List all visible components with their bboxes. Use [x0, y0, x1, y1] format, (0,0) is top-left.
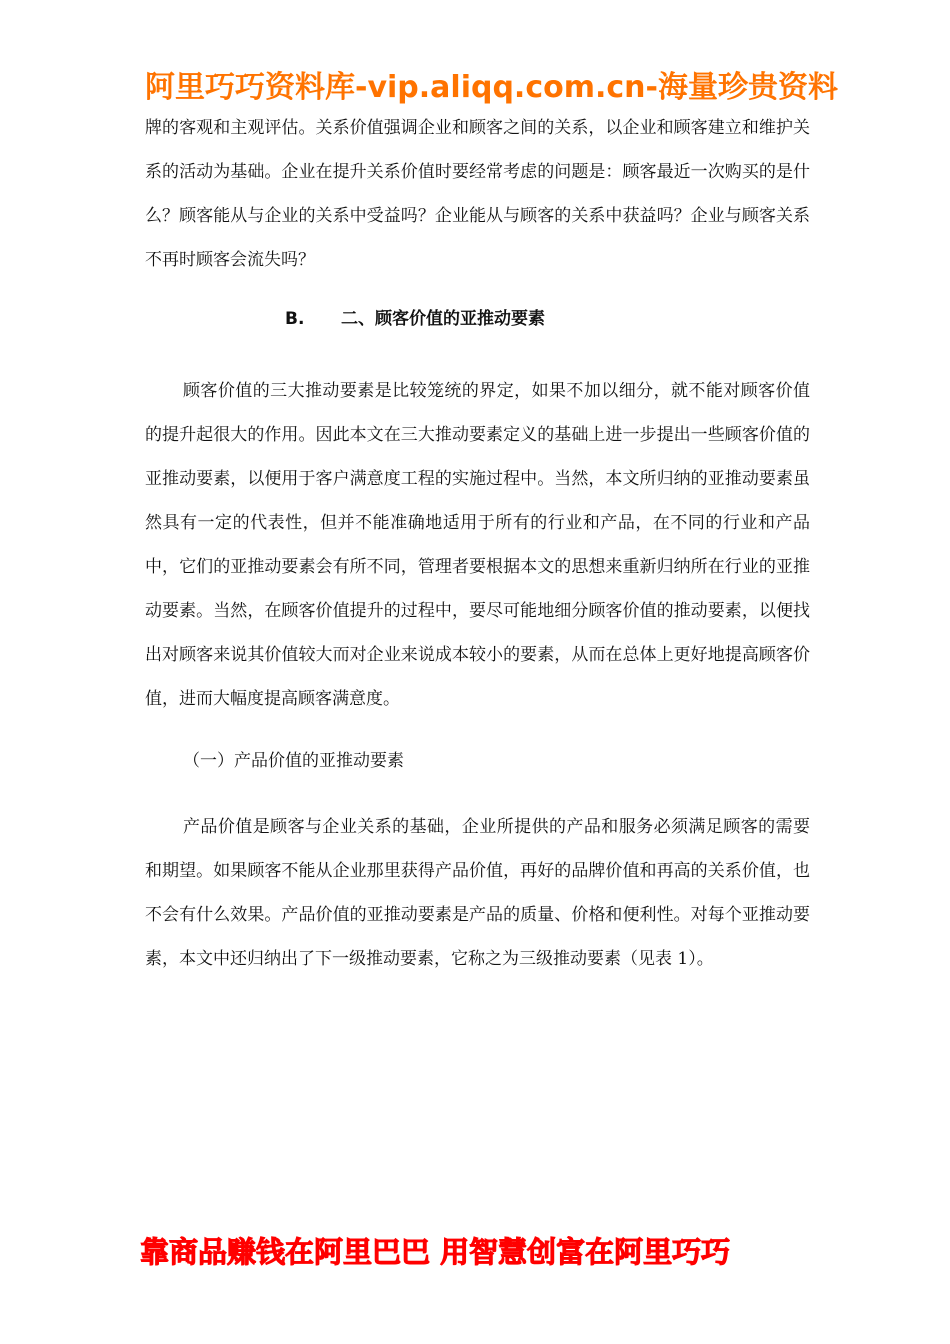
footer-banner: 靠商品赚钱在阿里巴巴 用智慧创富在阿里巧巧 — [140, 1235, 731, 1269]
header-banner: 阿里巧巧资料库-vip.aliqq.com.cn-海量珍贵资料 — [145, 70, 838, 105]
section-heading — [145, 297, 810, 341]
paragraph-intro: 顾客价值的三大推动要素是比较笼统的界定，如果不加以细分，就不能对顾客价值的提升起很大的作用。因此本文在三大推动要素定义的基础上进一步提出一些顾客价值的亚推动要素，以便用于客户满意度工程的实施过程中。当然，本文所归纳的亚推动要素虽然具有一定的代表性，但并不能准确地适用于所有的行业和产品，在不同的行业和产品中，它们的亚推动要素会有所不同，管理者要根据本文的思想来重新归纳所在行业的亚推动要素。当然，在顾客价值提升的过程中，要尽可能地细分顾客价值的推动要素，以便找出对顾客来说其价值较大而对企业来说成本较小的要素，从而在总体上更好地提高顾客价值，进而大幅度提高顾客满意度。 — [145, 381, 810, 709]
document-body — [145, 106, 810, 981]
section-marker: B. — [285, 309, 305, 329]
paragraph-continued: 牌的客观和主观评估。关系价值强调企业和顾客之间的关系，以企业和顾客建立和维护关系的活动为基础。企业在提升关系价值时要经常考虑的问题是：顾客最近一次购买的是什么？顾客能从与企业的关系中受益吗？企业能从与顾客的关系中获益吗？企业与顾客关系不再时顾客会流失吗？ — [145, 118, 810, 270]
paragraph-product-value: 产品价值是顾客与企业关系的基础，企业所提供的产品和服务必须满足顾客的需要和期望。如果顾客不能从企业那里获得产品价值，再好的品牌价值和再高的关系价值，也不会有什么效果。产品价值的亚推动要素是产品的质量、价格和便利性。对每个亚推动要素，本文中还归纳出了下一级推动要素，它称之为三级推动要素（见表 1）。 — [145, 817, 810, 969]
subsection-heading: （一）产品价值的亚推动要素 — [183, 751, 404, 771]
section-title: 二、顾客价值的亚推动要素 — [341, 309, 545, 329]
